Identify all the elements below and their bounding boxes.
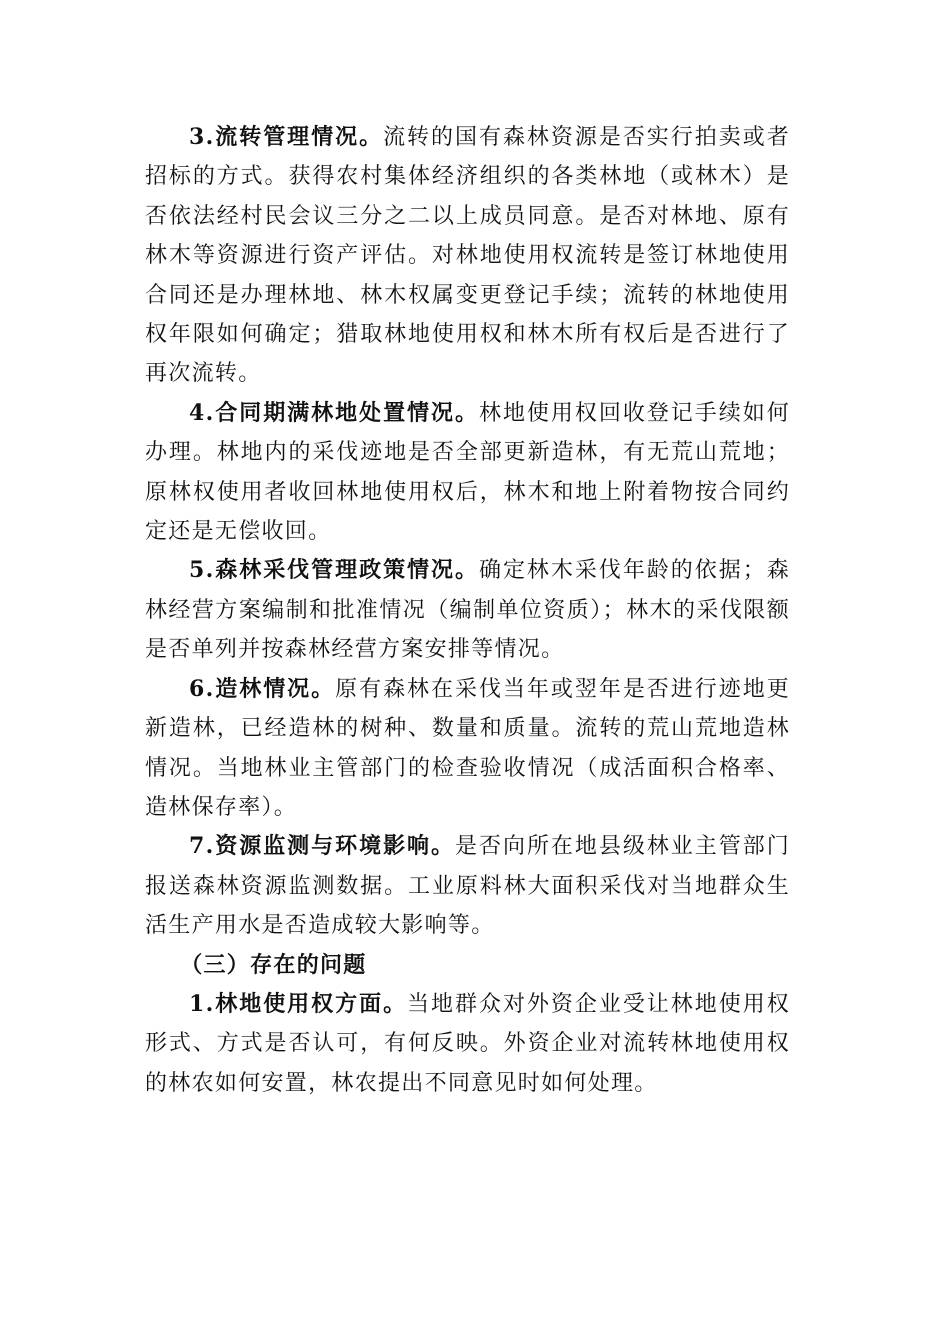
paragraph-land-use-rights bbox=[145, 985, 790, 1103]
paragraph-body: 林地使用权回收登记手续如何办理。林地内的采伐迹地是否全部更新造林，有无荒山荒地；原林权使用者收回林地使用权后，林木和地上附着物按合同约定还是无偿收回。 bbox=[145, 400, 790, 545]
section-heading: （三）存在的问题 bbox=[180, 951, 367, 978]
paragraph-lead: 4.合同期满林地处置情况。 bbox=[189, 399, 479, 426]
paragraph-lead: 7.资源监测与环境影响。 bbox=[189, 833, 456, 860]
paragraph-body: 是否向所在地县级林业主管部门报送森林资源监测数据。工业原料林大面积采伐对当地群众生活生产用水是否造成较大影响等。 bbox=[145, 834, 791, 939]
paragraph-lead: 6.造林情况。 bbox=[189, 675, 336, 702]
paragraph-body: 原有森林在采伐当年或翌年是否进行迹地更新造林，已经造林的树种、数量和质量。流转的荒山荒地造林情况。当地林业主管部门的检查验收情况（成活面积合格率、造林保存率）。 bbox=[145, 676, 790, 820]
paragraph-body: 当地群众对外资企业受让林地使用权形式、方式是否认可，有何反映。外资企业对流转林地使用权的林农如何安置，林农提出不同意见时如何处理。 bbox=[145, 991, 791, 1096]
paragraph-logging-policy bbox=[145, 551, 790, 669]
paragraph-monitoring-environment bbox=[145, 827, 790, 945]
paragraph-body: 确定林木采伐年龄的依据；森林经营方案编制和批准情况（编制单位资质）；林木的采伐限额是否单列并按森林经营方案安排等情况。 bbox=[145, 558, 790, 663]
paragraph-lead: 3.流转管理情况。 bbox=[189, 124, 384, 150]
paragraph-circulation-management bbox=[145, 118, 790, 394]
paragraph-afforestation bbox=[145, 670, 790, 828]
paragraph-lead: 5.森林采伐管理政策情况。 bbox=[189, 557, 479, 584]
paragraph-body: 流转的国有森林资源是否实行拍卖或者招标的方式。获得农村集体经济组织的各类林地（或林木）是否依法经村民会议三分之二以上成员同意。是否对林地、原有林木等资源进行资产评估。对林地使用权流转是签订林地使用合同还是办理林地、林木权属变更登记手续；流转的林地使用权年限如何确定；猎取林地使用权和林木所有权后是否进行了再次流转。 bbox=[145, 125, 790, 387]
document-page bbox=[145, 118, 790, 1103]
paragraph-contract-expiry bbox=[145, 394, 790, 552]
paragraph-lead: 1.林地使用权方面。 bbox=[189, 990, 408, 1017]
